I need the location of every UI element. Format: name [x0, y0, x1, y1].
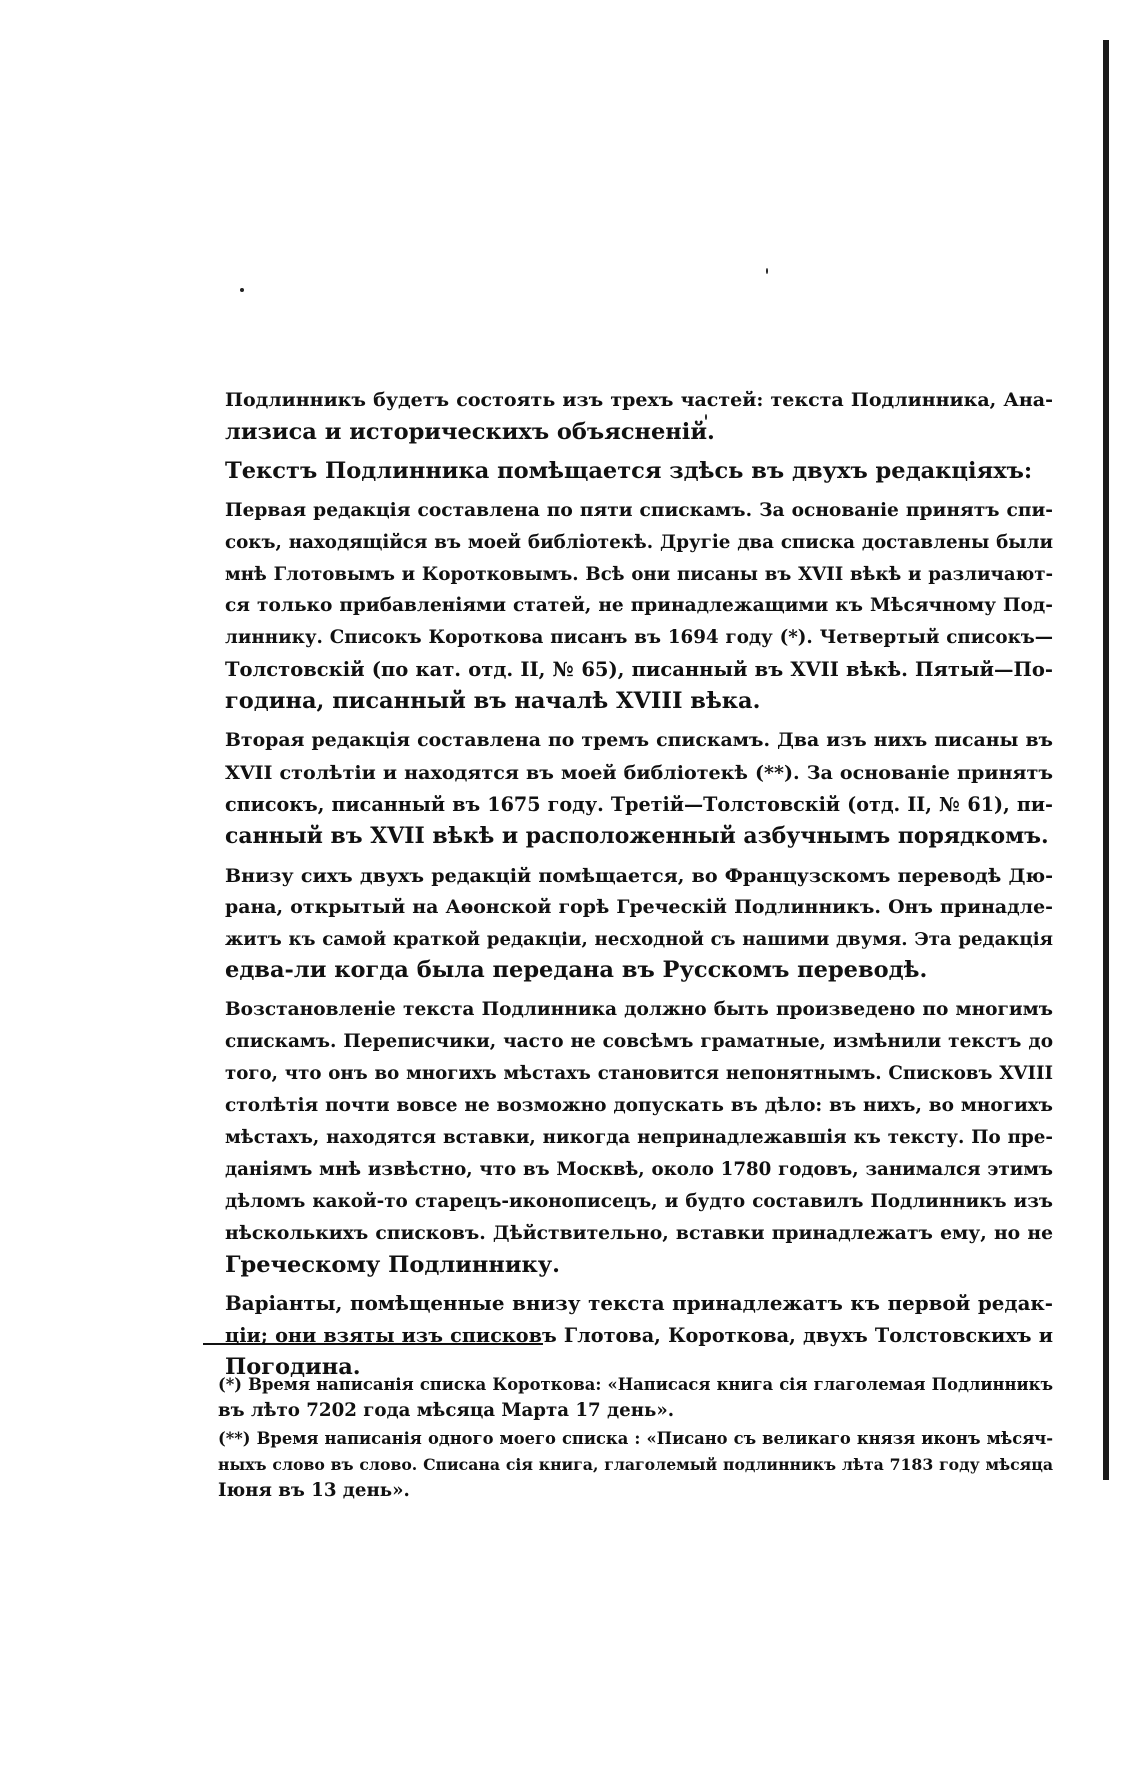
text-line: Первая редакція составлена по пяти спискамъ. За основаніе принятъ спи-	[225, 499, 1053, 521]
footnote-line: Іюня въ 13 день».	[218, 1480, 410, 1501]
text-line: Текстъ Подлинника помѣщается здѣсь въ двухъ редакціяхъ:	[225, 457, 1033, 484]
text-line: того, что онъ во многихъ мѣстахъ становится непонятнымъ. Списковъ XVIII	[225, 1063, 1053, 1085]
text-line: санный въ XVII вѣкѣ и расположенный азбучнымъ порядкомъ.	[225, 822, 1049, 849]
paragraph	[225, 860, 1053, 988]
text-line: ціи; они взяты изъ списковъ Глотова, Короткова, двухъ Толстовскихъ и	[225, 1324, 1053, 1348]
footnote-line: въ лѣто 7202 года мѣсяца Марта 17 день».	[218, 1400, 675, 1421]
text-line: сокъ, находящійся въ моей библіотекѣ. Другіе два списка доставлены были	[225, 531, 1053, 553]
text-line: година, писанный въ началѣ XVIII вѣка.	[225, 688, 761, 715]
footnote	[218, 1426, 1053, 1504]
text-line: линнику. Списокъ Короткова писанъ въ 1694 году (*). Четвертый списокъ—	[225, 627, 1053, 649]
text-line: Погодина.	[225, 1354, 361, 1381]
text-line: мѣстахъ, находятся вставки, никогда непринадлежавшія къ тексту. По пре-	[225, 1126, 1053, 1148]
paragraph	[225, 385, 1053, 449]
main-text	[225, 385, 1053, 1391]
text-line: едва-ли когда была передана въ Русскомъ переводѣ.	[225, 957, 928, 984]
paragraph	[225, 495, 1053, 718]
paragraph	[225, 994, 1053, 1281]
text-line: списокъ, писанный въ 1675 году. Третій—Толстовскій (отд. II, № 61), пи-	[225, 792, 1053, 816]
text-line: Греческому Подлиннику.	[225, 1251, 561, 1278]
footnote-line: ныхъ слово въ слово. Списана сія книга, глаголемый подлинникъ лѣта 7183 году мѣсяца	[218, 1455, 1053, 1474]
text-line: Внизу сихъ двухъ редакцій помѣщается, во Французскомъ переводѣ Дю-	[225, 863, 1053, 887]
text-line: житъ къ самой краткой редакціи, несходной съ нашими двумя. Эта редакція	[225, 928, 1053, 950]
paragraph	[225, 1288, 1053, 1384]
paragraph	[225, 725, 1053, 853]
text-line: Возстановленіе текста Подлинника должно быть произведено по многимъ	[225, 999, 1053, 1021]
paragraph	[225, 456, 1053, 488]
text-line: столѣтія почти вовсе не возможно допускать въ дѣло: въ нихъ, во многихъ	[225, 1095, 1053, 1117]
text-line: спискамъ. Переписчики, часто не совсѣмъ граматные, измѣнили текстъ до	[225, 1031, 1053, 1053]
text-line: рана, открытый на Аѳонской горѣ Греческій Подлинникъ. Онъ принадле-	[225, 895, 1053, 918]
ink-speck	[240, 288, 244, 292]
text-line: Варіанты, помѣщенные внизу текста принадлежатъ къ первой редак-	[225, 1291, 1053, 1316]
footnote-line: (*) Время написанія списка Короткова: «Написася книга сія глаголемая Подлинникъ	[218, 1375, 1053, 1394]
text-line: ся только прибавленіями статей, не принадлежащими къ Мѣсячному Под-	[225, 595, 1053, 617]
footnote	[218, 1372, 1053, 1424]
page-edge-bar	[1103, 40, 1109, 1480]
footnotes	[218, 1372, 1053, 1506]
text-line: Подлинникъ будетъ состоять изъ трехъ частей: текста Подлинника, Ана-	[225, 389, 1053, 411]
text-line: даніямъ мнѣ извѣстно, что въ Москвѣ, около 1780 годовъ, занимался этимъ	[225, 1158, 1053, 1180]
footnote-divider	[203, 1343, 543, 1345]
text-line: лизиса и историческихъ объясненій.	[225, 418, 715, 445]
ink-speck	[766, 268, 768, 274]
text-line: Вторая редакція составлена по тремъ спискамъ. Два изъ нихъ писаны въ	[225, 729, 1053, 752]
text-line: дѣломъ какой-то старецъ-иконописецъ, и будто составилъ Подлинникъ изъ	[225, 1190, 1053, 1212]
text-line: Толстовскій (по кат. отд. II, № 65), писанный въ XVII вѣкѣ. Пятый—По-	[225, 658, 1053, 682]
text-line: мнѣ Глотовымъ и Коротковымъ. Всѣ они писаны въ XVII вѣкѣ и различают-	[225, 563, 1053, 585]
footnote-line: (**) Время написанія одного моего списка : «Писано съ великаго князя иконъ мѣсяч-	[218, 1429, 1053, 1448]
text-line: XVII столѣтіи и находятся въ моей библіотекѣ (**). За основаніе принятъ	[225, 760, 1053, 784]
text-line: нѣсколькихъ списковъ. Дѣйствительно, вставки принадлежатъ ему, но не	[225, 1221, 1053, 1244]
